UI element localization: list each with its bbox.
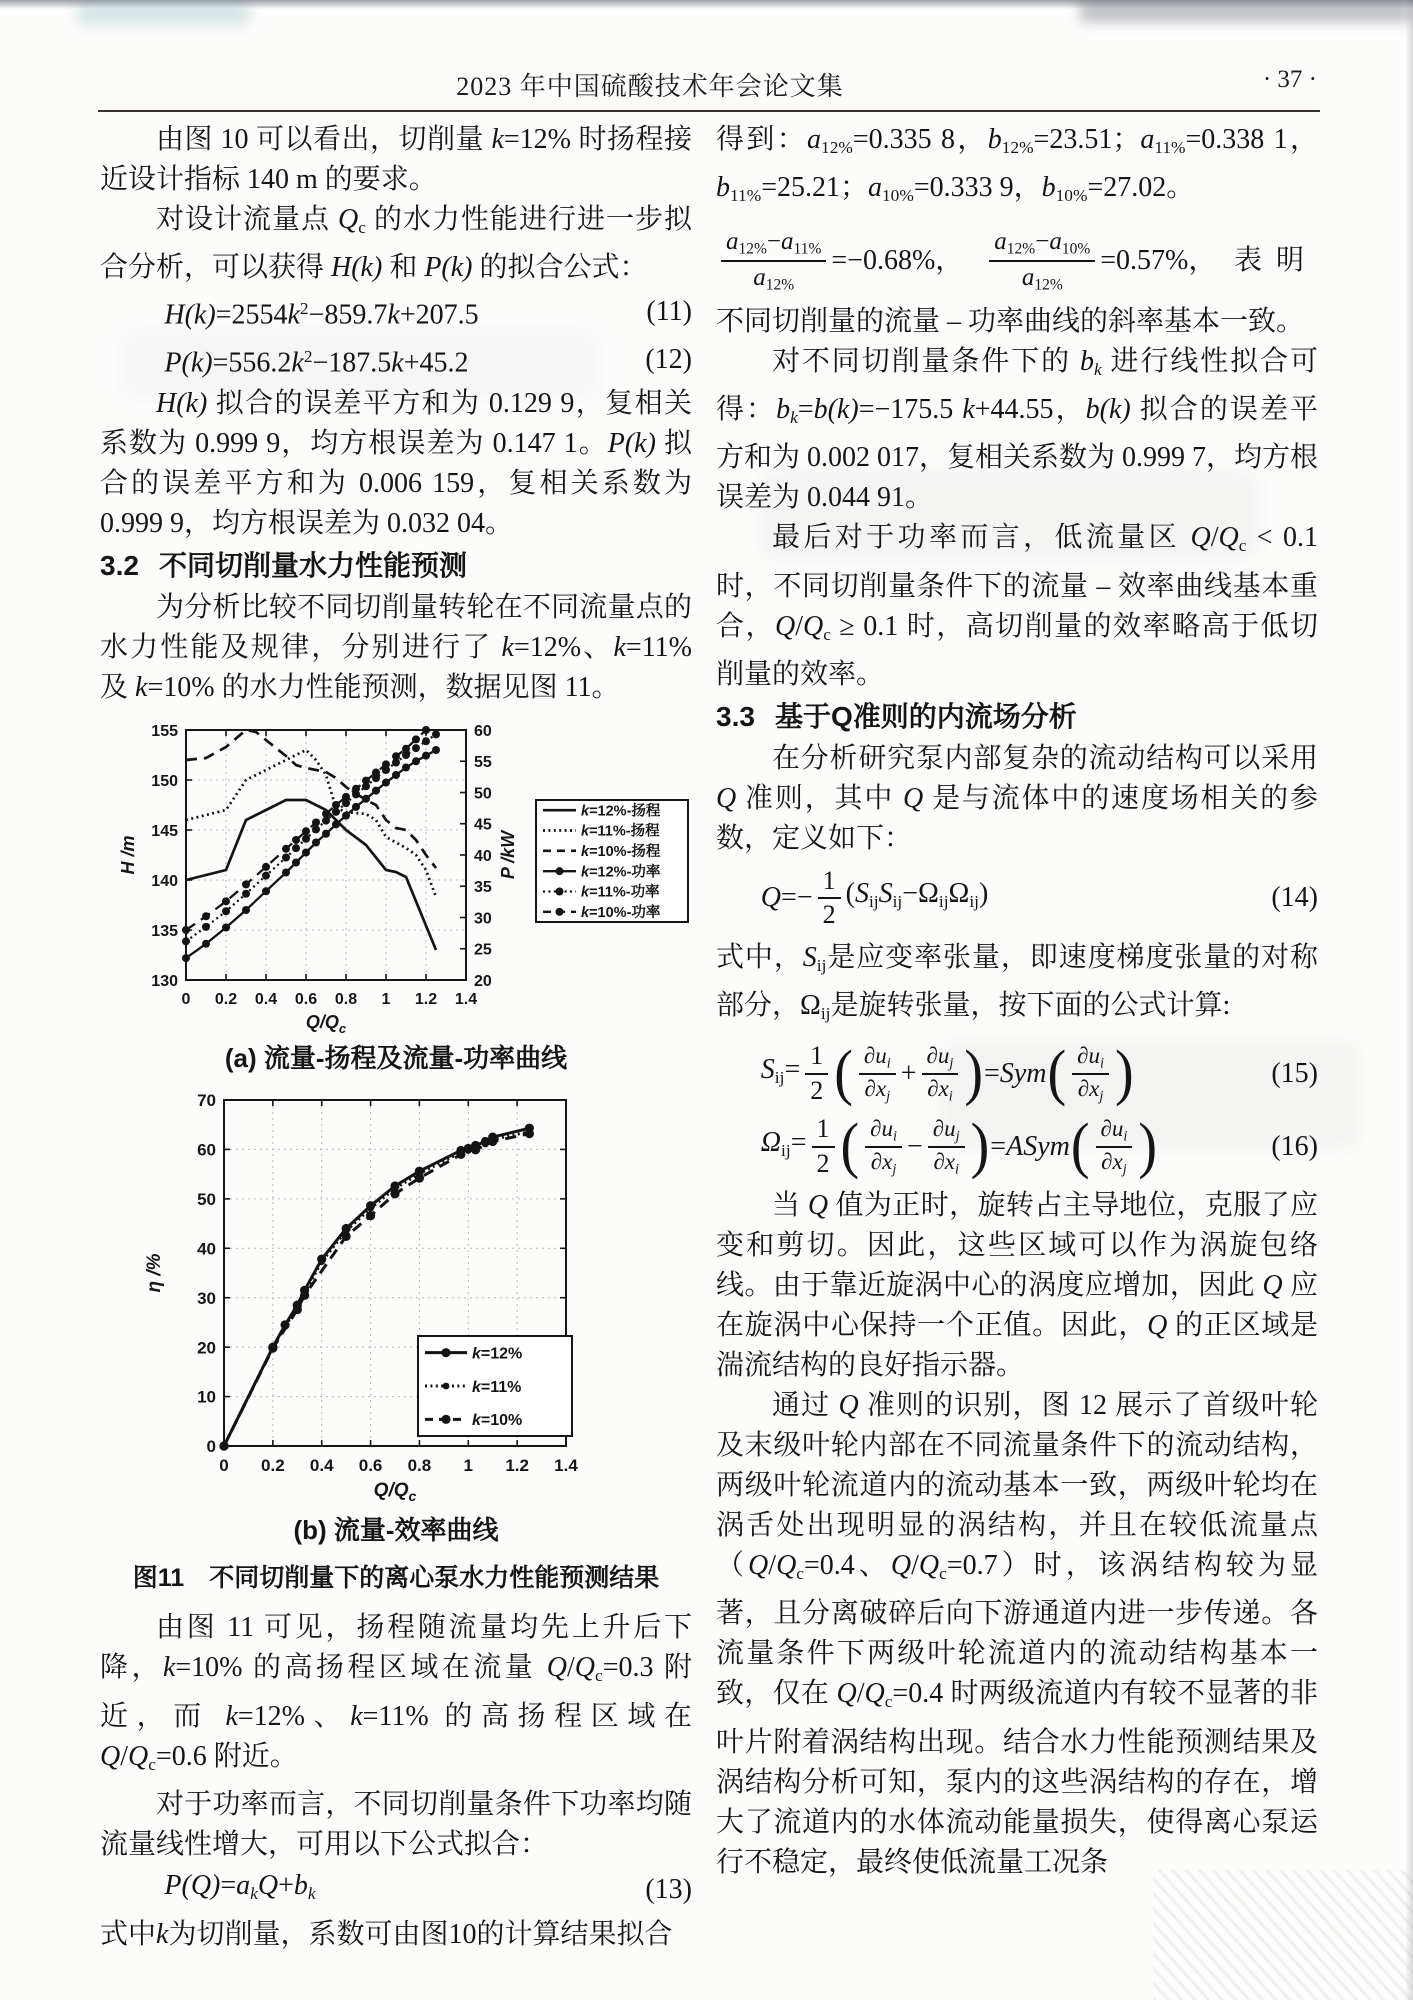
partial-fraction: ∂ui ∂xj xyxy=(865,1115,902,1179)
svg-text:20: 20 xyxy=(474,973,492,991)
svg-text:Q/Qc: $Q/Q_c$ xyxy=(373,1480,417,1505)
paragraph: 在分析研究泵内部复杂的流动结构可以采用 Q 准则，其中 Q 是与流体中的速度场相关的参数，定义如下： xyxy=(716,742,1318,854)
fraction: $\frac{1}{2}$ xyxy=(818,865,841,932)
svg-text:k=11%-功率: k=11%-功率 xyxy=(581,885,660,902)
equation-body: P(Q)=akQ+bk xyxy=(164,1869,316,1903)
figure-11b-caption: (b) 流量-效率曲线 xyxy=(293,1515,499,1546)
svg-text:P /kW: P /kW xyxy=(498,831,518,880)
fraction: $\frac{1}{2}$ xyxy=(805,1040,828,1107)
svg-text:k=11%: k=11% xyxy=(472,1379,522,1397)
equation-text: =0.57%， xyxy=(1100,245,1217,277)
figure-11 xyxy=(100,716,692,1598)
svg-text:1.2: 1.2 xyxy=(414,991,438,1009)
svg-text:55: 55 xyxy=(474,754,492,772)
svg-text:0.4: 0.4 xyxy=(254,991,278,1009)
svg-text:25: 25 xyxy=(474,941,492,959)
paragraph: 得到：a12%=0.335 8，b12%=23.51；a11%=0.338 1，b11%=25.21；a10%=0.333 9，b10%=27.02。 xyxy=(716,124,1318,206)
equation-15 xyxy=(716,1040,1318,1107)
svg-text:1.4: 1.4 xyxy=(454,991,478,1009)
equation-body: $H(k)=2554k^2-859.7k+207.5$ xyxy=(164,299,479,331)
svg-text:135: 135 xyxy=(151,923,178,941)
equation-11 xyxy=(100,289,692,336)
section-heading-3-2 xyxy=(100,546,692,586)
svg-text:0.4: 0.4 xyxy=(309,1456,334,1476)
svg-text:35: 35 xyxy=(474,879,492,897)
scan-artifact xyxy=(78,4,248,24)
svg-text:k=11%-扬程: k=11%-扬程 xyxy=(581,824,660,841)
svg-text:H /m: H /m xyxy=(118,835,138,875)
operator: − xyxy=(907,1130,923,1162)
svg-text:0: 0 xyxy=(181,991,191,1009)
fraction: $\frac{1}{2}$ xyxy=(812,1113,835,1180)
svg-text:0.2: 0.2 xyxy=(261,1456,285,1476)
svg-text:0.2: 0.2 xyxy=(214,991,238,1009)
paragraph: H(k) 拟合的误差平方和为 0.129 9，复相关系数为 0.999 9，均方根误差为 0.147 1。P(k) 拟合的误差平方和为 0.006 159，复相关系数为 0.999 9，均方根误差为 0.032 04。 xyxy=(100,388,692,540)
section-number: 3.2 xyxy=(100,550,139,582)
equation-number: (13) xyxy=(645,1873,692,1905)
left-column xyxy=(100,120,692,1955)
svg-text:1: 1 xyxy=(381,991,391,1009)
partial-fraction: ∂ui ∂xj xyxy=(1096,1115,1133,1179)
svg-text:k=10%: k=10% xyxy=(472,1412,523,1430)
svg-text:k=10%-功率: k=10%-功率 xyxy=(581,905,661,922)
equation-14 xyxy=(716,865,1318,932)
svg-text:1.4: 1.4 xyxy=(554,1456,578,1476)
right-paren: ) xyxy=(970,1111,990,1182)
partial-fraction: $\frac{\partial uj}{\partial xi}$ xyxy=(928,1115,965,1179)
partial-fraction: ∂ui ∂xj xyxy=(1072,1042,1109,1106)
svg-text:1: 1 xyxy=(463,1456,474,1476)
equation-text: =−0.68%， xyxy=(831,245,964,277)
fraction: $\frac{a12\%-a10\%}{a12\%}$ xyxy=(989,226,1095,296)
paragraph: 对于功率而言，不同切削量条件下功率均随流量线性增大，可用以下公式拟合： xyxy=(100,1788,692,1860)
svg-text:k=10%-扬程: k=10%-扬程 xyxy=(581,844,661,861)
svg-text:60: 60 xyxy=(474,723,492,741)
figure-11a-chart xyxy=(100,716,692,1038)
fraction: $\frac{a12\%-a11\%}{a12\%}$ xyxy=(721,226,826,296)
svg-text:30: 30 xyxy=(197,1289,216,1309)
svg-text:k=12%: k=12% xyxy=(472,1345,523,1363)
right-paren: ) xyxy=(964,1038,984,1109)
section-heading-3-3 xyxy=(716,697,1318,737)
svg-text:145: 145 xyxy=(151,823,178,841)
paragraph: 由图 10 可以看出，切削量 k=12% 时扬程接近设计指标 140 m 的要求。 xyxy=(100,124,692,195)
right-column xyxy=(716,120,1318,1883)
equation-16 xyxy=(716,1113,1318,1180)
svg-text:k=12%-扬程: k=12%-扬程 xyxy=(581,803,661,820)
svg-text:50: 50 xyxy=(197,1190,216,1210)
equation-number: (15) xyxy=(1271,1057,1318,1089)
equation-body: Sij= $\frac{1}{2}$ ( ∂ui ∂xj + $\frac{\partial uj}{\partial xi}$ ) =Sym ( ∂ui ∂xj ) xyxy=(760,1038,1134,1109)
svg-text:0.8: 0.8 xyxy=(334,991,358,1009)
svg-text:k=12%-功率: k=12%-功率 xyxy=(581,864,661,881)
svg-text:45: 45 xyxy=(474,816,492,834)
paragraph: 当 Q 值为正时，旋转占主导地位，克服了应变和剪切。因此，这些区域可以作为涡旋包络线。由于靠近旋涡中心的涡度应增加，因此 Q 应在旋涡中心保持一个正值。因此，Q 的正区域是湍流结构的良好指示器。 xyxy=(716,1190,1318,1382)
paragraph: 不同切削量的流量 – 功率曲线的斜率基本一致。 xyxy=(716,305,1305,337)
equation-number: (14) xyxy=(1271,882,1318,914)
left-paren: ( xyxy=(834,1038,853,1109)
journal-header-title: 2023 年中国硫酸技术年会论文集 xyxy=(456,72,844,101)
scan-artifact xyxy=(0,0,1413,9)
figure-11b-chart xyxy=(100,1086,692,1510)
scan-artifact xyxy=(1153,1870,1413,2000)
svg-text:60: 60 xyxy=(197,1140,216,1160)
svg-text:70: 70 xyxy=(197,1091,216,1111)
svg-text:155: 155 xyxy=(151,723,178,741)
svg-text:0: 0 xyxy=(206,1437,216,1457)
figure-11a-caption: (a) 流量-扬程及流量-功率曲线 xyxy=(224,1043,568,1074)
paragraph: 由图 11 可见，扬程随流量均先上升后下降，k=10% 的高扬程区域在流量 Q/Qc=0.3 附近，而 k=12%、k=11% 的高扬程区域在 Q/Qc=0.6 附近。 xyxy=(100,1612,692,1774)
equation-number: (16) xyxy=(1271,1130,1318,1162)
svg-text:40: 40 xyxy=(197,1239,216,1259)
svg-text:140: 140 xyxy=(151,873,178,891)
svg-text:50: 50 xyxy=(474,785,492,803)
svg-text:0.6: 0.6 xyxy=(358,1456,383,1476)
svg-text:20: 20 xyxy=(197,1338,216,1358)
paragraph: 通过 Q 准则的识别，图 12 展示了首级叶轮及末级叶轮内部在不同流量条件下的流动结构，两级叶轮流道内的流动基本一致，两级叶轮均在涡舌处出现明显的涡结构，并且在较低流量点（Q/Qc=0.4、Q/Qc=0.7）时，该涡结构较为显著，且分离破碎后向下游通道内进一步传递。各流量条件下两级叶轮流道内的流动结构基本一致，仅在 Q/Qc=0.4 时两级流道内有较不显著的非叶片附着涡结构出现。结合水力性能预测结果及涡结构分析可知，泵内的这些涡结构的存在，增大了流道内的水体流动能量损失，使得离心泵运行不稳定，最终使低流量工况条 xyxy=(716,1390,1319,1878)
partial-fraction: $\frac{\partial uj}{\partial xi}$ xyxy=(922,1042,959,1106)
paragraph: 对设计流量点 Qc 的水力性能进行进一步拟合分析，可以获得 H(k) 和 P(k) 的拟合公式： xyxy=(100,204,692,284)
svg-text:40: 40 xyxy=(474,848,492,866)
left-paren: ( xyxy=(840,1111,860,1182)
figure-11-caption: 图11 不同切削量下的离心泵水力性能预测结果 xyxy=(132,1564,660,1593)
svg-text:0.6: 0.6 xyxy=(294,991,318,1009)
svg-text:η /%: η /% xyxy=(144,1253,165,1293)
right-paren: ) xyxy=(1115,1038,1134,1109)
page-number: · 37 · xyxy=(1262,66,1317,93)
equation-body: Q=− $\frac{1}{2}$ (SijSij−ΩijΩij) xyxy=(761,865,989,932)
section-title: 不同切削量水力性能预测 xyxy=(158,550,467,582)
paragraph: 最后对于功率而言，低流量区 Q/Qc < 0.1 时，不同切削量条件下的流量 – 效率曲线基本重合，Q/Qc ≥ 0.1 时，高切削量的效率略高于低切削量的效率。 xyxy=(716,522,1318,690)
scan-artifact xyxy=(1405,0,1413,2000)
paragraph: 式中，Sij是应变率张量，即速度梯度张量的对称部分，Ωij是旋转张量，按下面的公式计算: xyxy=(716,941,1318,1024)
paragraph: 式中k为切削量，系数可由图10的计算结果拟合 xyxy=(100,1918,673,1950)
scan-artifact xyxy=(1080,0,1413,22)
paragraph: 为分析比较不同切削量转轮在不同流量点的水力性能及规律，分别进行了 k=12%、k=11% 及 k=10% 的水力性能预测，数据见图 11。 xyxy=(100,592,692,704)
svg-text:30: 30 xyxy=(474,910,492,928)
operator: + xyxy=(900,1057,917,1089)
section-title: 基于Q准则的内流场分析 xyxy=(774,700,1077,732)
equation-body: Ωij= $\frac{1}{2}$ ( ∂ui ∂xj − $\frac{\partial uj}{\partial xi}$ ) =ASym ( ∂ui ∂xj ) xyxy=(760,1111,1158,1182)
section-number: 3.3 xyxy=(716,700,755,732)
equation-13 xyxy=(100,1866,692,1914)
svg-text:1.2: 1.2 xyxy=(505,1456,529,1476)
svg-text:0: 0 xyxy=(219,1456,229,1476)
svg-text:150: 150 xyxy=(151,773,178,791)
slope-comparison-equation xyxy=(716,226,1318,296)
equation-12 xyxy=(100,337,692,384)
header-rule xyxy=(98,110,1320,112)
right-paren: ) xyxy=(1138,1111,1158,1182)
svg-text:10: 10 xyxy=(197,1387,216,1407)
svg-text:130: 130 xyxy=(151,973,178,991)
left-paren: ( xyxy=(1047,1038,1067,1109)
left-paren: ( xyxy=(1070,1111,1090,1182)
equation-body: $P(k)=556.2k^2-187.5k+45.2$ xyxy=(164,346,469,379)
partial-fraction: ∂ui ∂xj xyxy=(859,1042,896,1106)
equation-text: 表明 xyxy=(1233,245,1318,277)
svg-text:0.8: 0.8 xyxy=(407,1456,432,1476)
equation-number: (11) xyxy=(646,296,692,328)
equation-number: (12) xyxy=(645,344,692,376)
svg-text:Q/Qc: $Q/Q_c$ xyxy=(305,1012,347,1037)
paragraph: 对不同切削量条件下的 bk 进行线性拟合可得：bk=b(k)=−175.5 k+44.55，b(k) 拟合的误差平方和为 0.002 017，复相关系数为 0.999 7，均方根误差为 0.044 91。 xyxy=(716,345,1319,514)
